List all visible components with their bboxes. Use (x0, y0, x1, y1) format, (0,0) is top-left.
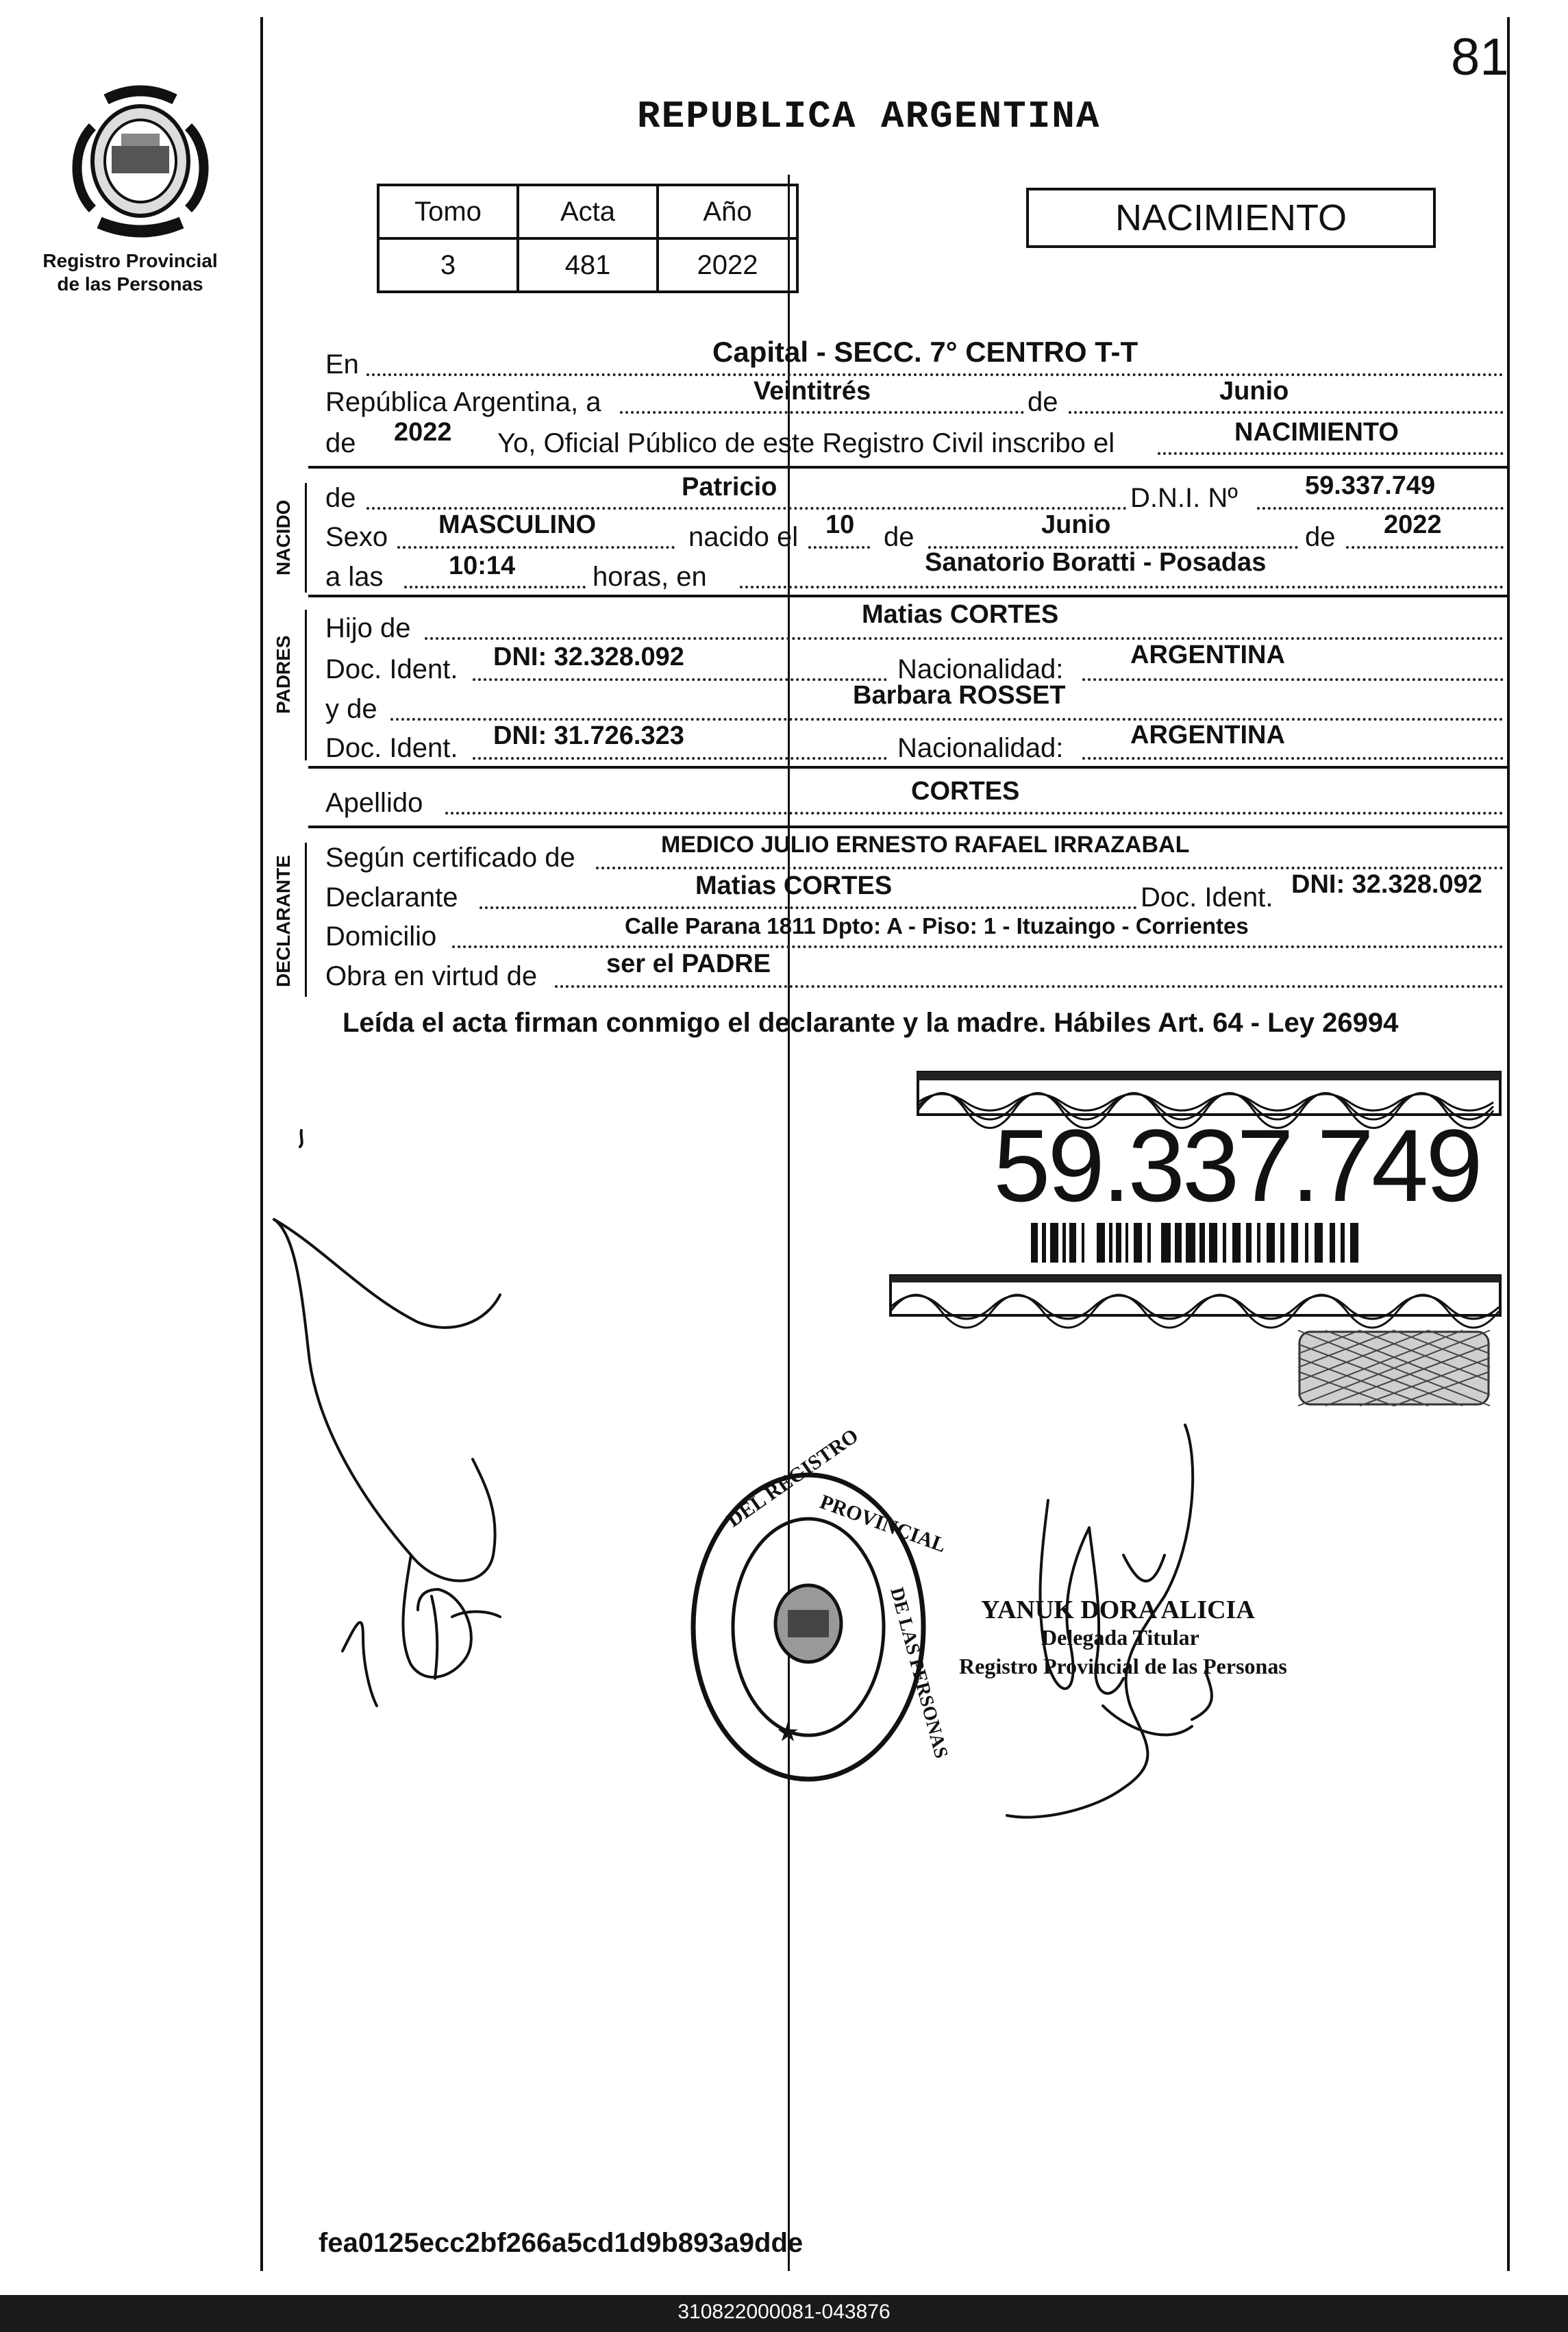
right-margin-line (1507, 17, 1510, 2271)
anio-value: 2022 (658, 238, 797, 292)
acta-header: Acta (518, 185, 658, 238)
tomo-header: Tomo (378, 185, 518, 238)
dotted-line (1069, 411, 1504, 414)
mother-nat: ARGENTINA (1130, 721, 1285, 749)
birth-day: 10 (825, 510, 855, 539)
en-label: En (325, 349, 359, 380)
decl-doc-label: Doc. Ident. (1141, 882, 1273, 913)
obra-label: Obra en virtud de (325, 961, 538, 991)
guilloche-band-bottom (891, 1276, 1500, 1315)
inscribo-value: NACIMIENTO (1234, 418, 1399, 447)
birth-year: 2022 (1384, 510, 1442, 539)
cert-value: MEDICO JULIO ERNESTO RAFAEL IRRAZABAL (661, 832, 1190, 858)
birth-month: Junio (1041, 510, 1111, 539)
nacido-el-label: nacido el (688, 522, 799, 552)
section-divider (308, 595, 1507, 597)
dotted-line (1257, 507, 1504, 510)
svg-text:DE LAS PERSONAS: DE LAS PERSONAS (886, 1585, 952, 1761)
dotted-line (397, 546, 675, 549)
official-seal (685, 1424, 952, 1788)
father-nat-label: Nacionalidad: (897, 654, 1064, 684)
dotted-line (620, 411, 1024, 414)
dotted-line (1082, 757, 1504, 760)
mother-name: Barbara ROSSET (853, 681, 1066, 710)
section-divider (308, 766, 1507, 769)
decl-doc-value: DNI: 32.328.092 (1291, 870, 1482, 899)
dom-label: Domicilio (325, 921, 437, 952)
dotted-line (480, 906, 1137, 909)
father-name: Matias CORTES (862, 600, 1059, 629)
official-name: YANUK DORA ALICIA (981, 1596, 1255, 1624)
footer-id: 310822000081-043876 (677, 2300, 891, 2323)
dotted-line (445, 812, 1504, 815)
padres-section-label: PADRES (273, 635, 294, 715)
tomo-value: 3 (378, 238, 518, 292)
document-title: REPUBLICA ARGENTINA (637, 95, 1101, 138)
dotted-line (425, 637, 1504, 640)
dom-value: Calle Parana 1811 Dpto: A - Piso: 1 - Ituzaingo - Corrientes (625, 913, 1249, 939)
alas-label: a las (325, 562, 384, 592)
year-value: 2022 (394, 418, 452, 447)
tomo-acta-table (377, 184, 799, 293)
en-value: Capital - SECC. 7° CENTRO T-T (712, 336, 1138, 368)
dotted-line (1082, 678, 1504, 681)
dotted-line (473, 757, 887, 760)
svg-text:DEL REGISTRO: DEL REGISTRO (723, 1424, 863, 1532)
dotted-line (808, 546, 870, 549)
birth-place: Sanatorio Boratti - Posadas (925, 548, 1267, 577)
dotted-line (366, 507, 1127, 510)
section-divider (308, 826, 1507, 828)
dotted-line (1346, 546, 1504, 549)
yde-label: y de (325, 694, 377, 724)
birth-de-label: de (884, 522, 914, 552)
dotted-line (366, 373, 1504, 376)
acta-value: 481 (518, 238, 658, 292)
barcode (1031, 1223, 1360, 1263)
dotted-line (404, 586, 586, 588)
section-bracket (305, 843, 307, 997)
official-registry: Registro Provincial de las Personas (959, 1654, 1287, 1678)
nacido-de-label: de (325, 483, 356, 513)
mother-doc-label: Doc. Ident. (325, 733, 458, 763)
sexo-value: MASCULINO (438, 510, 597, 539)
dotted-line (390, 718, 1504, 721)
dotted-line (473, 678, 887, 681)
dotted-line (1158, 452, 1504, 455)
closing-text: Leída el acta firman conmigo el declarante y la madre. Hábiles Art. 64 - Ley 26994 (343, 1008, 1399, 1038)
decl-label: Declarante (325, 882, 458, 913)
security-hologram (1298, 1330, 1490, 1406)
dotted-line (596, 867, 1504, 869)
oficial-text: Yo, Oficial Público de este Registro Civil inscribo el (497, 428, 1115, 458)
birth-de2-label: de (1305, 522, 1336, 552)
horas-label: horas, en (593, 562, 707, 592)
apellido-value: CORTES (911, 777, 1020, 806)
cert-label: Según certificado de (325, 843, 575, 873)
dotted-line (740, 586, 1504, 588)
anio-header: Año (658, 185, 797, 238)
page-number: 81 (1451, 28, 1509, 86)
father-nat: ARGENTINA (1130, 641, 1285, 669)
de-label: de (1028, 387, 1058, 417)
fold-line (788, 175, 790, 2271)
mother-doc: DNI: 31.726.323 (493, 721, 684, 750)
father-doc-label: Doc. Ident. (325, 654, 458, 684)
stamp-number: 59.337.749 (993, 1108, 1480, 1223)
sexo-label: Sexo (325, 522, 388, 552)
official-role: Delegada Titular (1041, 1625, 1199, 1650)
day-value: Veintitrés (754, 377, 871, 406)
dni-label: D.N.I. Nº (1130, 483, 1238, 513)
misiones-emblem (58, 86, 223, 243)
section-bracket (305, 610, 307, 760)
birth-time: 10:14 (449, 551, 516, 580)
registry-label: Registro Provincial de las Personas (42, 250, 218, 295)
dni-value: 59.337.749 (1305, 471, 1436, 500)
record-type-box: NACIMIENTO (1026, 188, 1436, 248)
section-divider (308, 466, 1507, 469)
nacido-section-label: NACIDO (273, 499, 294, 576)
apellido-label: Apellido (325, 788, 423, 818)
father-doc: DNI: 32.328.092 (493, 643, 684, 671)
nacido-name: Patricio (682, 473, 777, 501)
section-bracket (305, 483, 307, 593)
handwritten-signature-left (260, 1117, 644, 1720)
document-hash: fea0125ecc2bf266a5cd1d9b893a9dde (319, 2228, 804, 2258)
hijo-label: Hijo de (325, 613, 411, 643)
month-value: Junio (1219, 377, 1289, 406)
mother-nat-label: Nacionalidad: (897, 733, 1064, 763)
svg-text:PROVINCIAL: PROVINCIAL (817, 1490, 949, 1557)
dotted-line (555, 985, 1504, 988)
svg-text:★: ★ (777, 1720, 799, 1746)
dotted-line (452, 945, 1504, 948)
decl-value: Matias CORTES (695, 871, 893, 900)
republica-label: República Argentina, a (325, 387, 601, 417)
declarante-section-label: DECLARANTE (273, 855, 294, 988)
obra-value: ser el PADRE (606, 950, 771, 978)
de2-label: de (325, 428, 356, 458)
